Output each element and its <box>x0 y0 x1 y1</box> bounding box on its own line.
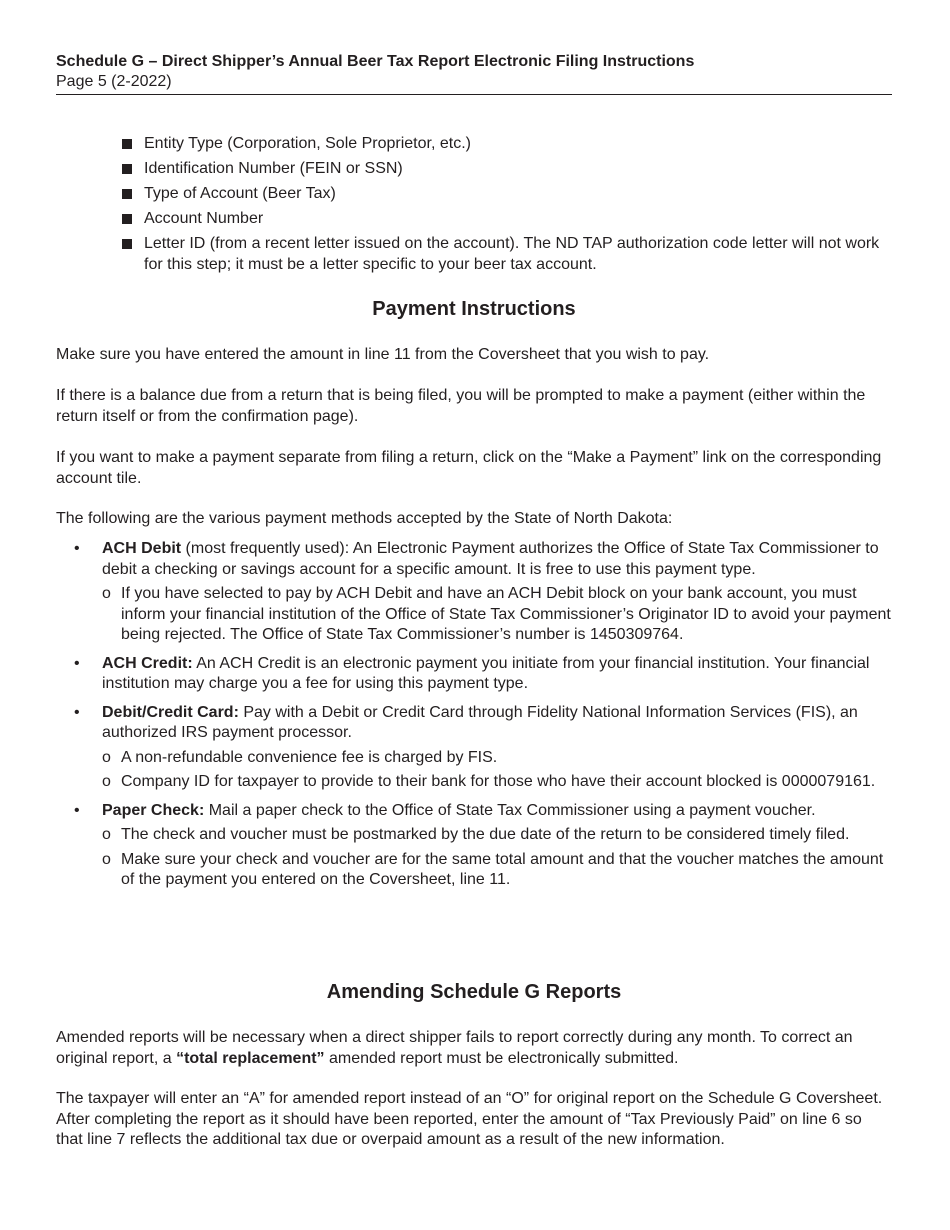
bullet-icon: • <box>74 801 80 819</box>
list-item: Identification Number (FEIN or SSN) <box>122 159 892 180</box>
circle-bullet-icon: o <box>102 826 111 843</box>
method-text: (most frequently used): An Electronic Payment authorizes the Office of State Tax Commissioner to debit a checking or savings account for a specific amount. It is free to use this payment type. <box>102 540 879 578</box>
payment-paragraph-3: If you want to make a payment separate from filing a return, click on the “Make a Payment” link on the corresponding account tile. <box>56 449 882 487</box>
amending-paragraph-1: Amended reports will be necessary when a direct shipper fails to report correctly during any month. To correct an original report, a “total replacement” amended report must be electronically submitted. <box>56 1029 853 1067</box>
method-text: Mail a paper check to the Office of State Tax Commissioner using a payment voucher. <box>204 801 816 819</box>
amending-heading: Amending Schedule G Reports <box>326 981 622 1003</box>
page-header <box>56 52 892 95</box>
document-title: Schedule G – Direct Shipper’s Annual Beer Tax Report Electronic Filing Instructions <box>56 53 695 70</box>
payment-methods-list <box>56 539 892 899</box>
page-number: Page 5 (2-2022) <box>56 73 172 90</box>
payment-paragraph-1: Make sure you have entered the amount in line 11 from the Coversheet that you wish to pay. <box>56 346 710 363</box>
payment-paragraph-4: The following are the various payment methods accepted by the State of North Dakota: <box>56 510 673 527</box>
method-label: ACH Credit: <box>102 654 193 672</box>
method-label: ACH Debit <box>102 540 182 557</box>
bullet-icon: • <box>74 654 80 672</box>
list-item: Account Number <box>122 209 892 230</box>
sub-item: o Company ID for taxpayer to provide to their bank for those who have their account blocked is 0000079161. <box>102 772 892 793</box>
method-text: An ACH Credit is an electronic payment you initiate from your financial institution. Your financial institution may charge you a fee for using this payment type. <box>102 654 870 692</box>
square-bullet-icon <box>122 189 132 199</box>
payment-paragraph-2: If there is a balance due from a return that is being filed, you will be prompted to make a payment (either within the return itself or from the confirmation page). <box>56 387 866 425</box>
sub-item: o A non-refundable convenience fee is charged by FIS. <box>102 748 892 769</box>
circle-bullet-icon: o <box>102 850 111 868</box>
bullet-icon: • <box>74 703 80 721</box>
sub-list <box>102 748 892 793</box>
list-item: Entity Type (Corporation, Sole Proprietor, etc.) <box>122 134 892 155</box>
list-item: Type of Account (Beer Tax) <box>122 184 892 205</box>
bullet-icon: • <box>74 540 80 557</box>
sub-item: o Make sure your check and voucher are for the same total amount and that the voucher matches the amount of the payment you entered on the Coversheet, line 11. <box>102 850 884 888</box>
sub-item: o If you have selected to pay by ACH Debit and have an ACH Debit block on your bank account, you must inform your financial institution of the Office of State Tax Commissioner’s Originator ID to avoid your payment being rejected. The Office of State Tax Commissioner’s number is 1450309764. <box>102 585 891 643</box>
amending-paragraph-2: The taxpayer will enter an “A” for amended report instead of an “O” for original report on the Schedule G Coversheet. After completing the report as it should have been reported, enter the amount of “Tax Previously Paid” on line 6 so that line 7 reflects the additional tax due or overpaid amount as a result of the new information. <box>56 1090 883 1148</box>
circle-bullet-icon: o <box>102 773 111 790</box>
square-bullet-icon <box>122 239 132 249</box>
circle-bullet-icon: o <box>102 748 111 766</box>
square-bullet-icon <box>122 214 132 224</box>
square-bullet-icon <box>122 139 132 149</box>
payment-instructions-heading: Payment Instructions <box>372 298 576 320</box>
sub-item: o The check and voucher must be postmarked by the due date of the return to be considered timely filed. <box>102 825 892 846</box>
method-label: Paper Check: <box>102 801 205 819</box>
method-text: Pay with a Debit or Credit Card through Fidelity National Information Services (FIS), an authorized IRS payment processor. <box>102 703 858 741</box>
method-label: Debit/Credit Card: <box>102 703 239 721</box>
list-item: Letter ID (from a recent letter issued on the account). The ND TAP authorization code letter will not work for this step; it must be a letter specific to your beer tax account. <box>122 234 892 275</box>
payment-method-ach-debit <box>56 539 892 646</box>
payment-method-card <box>56 703 892 793</box>
payment-method-ach-credit <box>56 654 892 695</box>
sub-list <box>102 584 892 646</box>
payment-method-paper-check <box>56 801 892 891</box>
required-info-list <box>122 134 892 280</box>
circle-bullet-icon: o <box>102 585 111 602</box>
square-bullet-icon <box>122 164 132 174</box>
sub-list <box>102 825 892 891</box>
